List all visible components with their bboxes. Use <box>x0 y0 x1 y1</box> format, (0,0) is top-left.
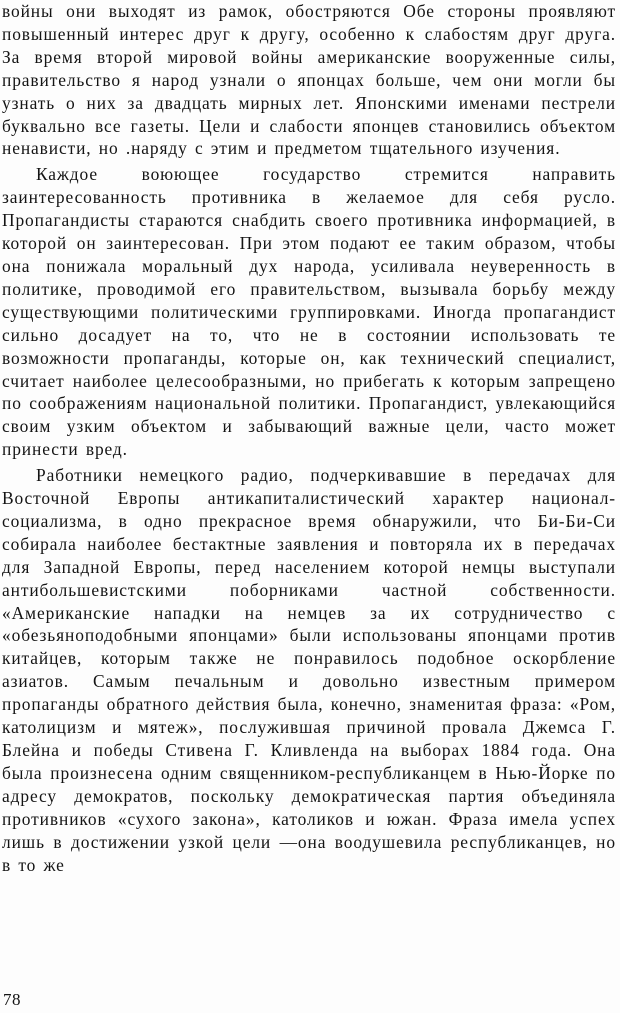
page-number: 78 <box>3 990 21 1009</box>
paragraph-2: Каждое воюющее государство стремится направить заинтересованность противника в желаемое для себя русло. Пропагандисты стараются снабдить своего противника информацией, в которой он заинтересован. При этом подают ее таким образом, чтобы она понижала моральный дух народа, усиливала неуверенность в политике, проводимой его правительством, вызывала борьбу между существующими политическими группировками. Иногда пропагандист сильно досадует на то, что не в состоянии использовать те возможности пропаганды, которые он, как технический специалист, считает наиболее целесообразными, но прибегать к которым запрещено по соображениям национальной политики. Пропагандист, увлекающийся своим узким объектом и забывающий важные цели, часто может принести вред. <box>2 164 616 460</box>
paragraph-1: войны они выходят из рамок, обостряются Обе стороны проявляют повышенный интерес друг к другу, особенно к слабостям друг друга. За время второй мировой войны американские вооруженные силы, правительство я народ узнали о японцах больше, чем они могли бы узнать о них за двадцать мирных лет. Японскими именами пестрели буквально все газеты. Цели и слабости японцев становились объектом ненависти, но .наряду с этим и предметом тщательного изучения. <box>2 1 616 159</box>
body-text <box>2 0 616 876</box>
paragraph-3: Работники немецкого радио, подчеркивавшие в передачах для Восточной Европы антикапиталистический характер национал-социализма, в одно прекрасное время обнаружили, что Би-Би-Си собирала наиболее бестактные заявления и повторяла их в передачах для Западной Европы, перед населением которой немцы выступали антибольшевистскими поборниками частной собственности. «Американские нападки на немцев за их сотрудничество с «обезьяноподобными японцами» были использованы японцами против китайцев, которым также не понравилось подобное оскорбление азиатов. Самым печальным и довольно известным примером пропаганды обратного действия была, конечно, знаменитая фраза: «Ром, католицизм и мятеж», послужившая причиной провала Джемса Г. Блейна и победы Стивена Г. Кливленда на выборах 1884 года. Она была произнесена одним священником-республиканцем в Нью-Йорке по адресу демократов, поскольку демократическая партия объединяла противников «сухого закона», католиков и южан. Фраза имела успех лишь в достижении узкой цели —она воодушевила республиканцев, но в то же <box>2 465 617 875</box>
